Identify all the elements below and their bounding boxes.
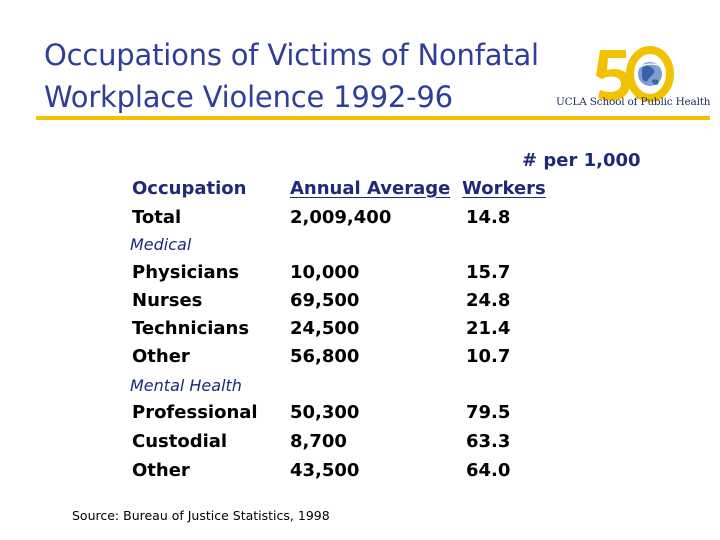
table-row-label: Technicians bbox=[132, 318, 250, 339]
group-label-mental-health: Mental Health bbox=[130, 376, 242, 395]
table-row-rate: 24.8 bbox=[466, 290, 511, 311]
table-row-rate: 21.4 bbox=[466, 318, 511, 339]
header-annual-average: Annual Average bbox=[290, 178, 451, 199]
table-row-annual: 69,500 bbox=[290, 290, 360, 311]
table-row-rate: 10.7 bbox=[466, 346, 511, 367]
group-label-medical: Medical bbox=[130, 235, 192, 254]
table-row-label: Other bbox=[132, 346, 190, 367]
table-row-annual: 8,700 bbox=[290, 431, 347, 452]
header-workers: Workers bbox=[462, 178, 546, 199]
table-row-annual: 43,500 bbox=[290, 460, 360, 481]
slide-title bbox=[44, 34, 604, 118]
table-row-rate: 63.3 bbox=[466, 431, 511, 452]
header-occupation: Occupation bbox=[132, 178, 247, 199]
table-row-annual: 24,500 bbox=[290, 318, 360, 339]
table-row-label: Custodial bbox=[132, 431, 228, 452]
table-row-rate: 64.0 bbox=[466, 460, 511, 481]
row-total-label: Total bbox=[132, 207, 182, 228]
table-row-annual: 10,000 bbox=[290, 262, 360, 283]
table-row-rate: 79.5 bbox=[466, 402, 511, 423]
table-row-label: Other bbox=[132, 460, 190, 481]
row-total-annual: 2,009,400 bbox=[290, 207, 392, 228]
row-total-rate: 14.8 bbox=[466, 207, 511, 228]
table-row-annual: 50,300 bbox=[290, 402, 360, 423]
logo-caption: UCLA School of Public Health bbox=[556, 96, 711, 108]
source-note: Source: Bureau of Justice Statistics, 1998 bbox=[72, 508, 330, 523]
table-row-label: Nurses bbox=[132, 290, 203, 311]
table-row-label: Physicians bbox=[132, 262, 240, 283]
table-row-rate: 15.7 bbox=[466, 262, 511, 283]
title-line-2: Workplace Violence 1992-96 bbox=[44, 80, 453, 114]
table-row-annual: 56,800 bbox=[290, 346, 360, 367]
title-line-1: Occupations of Victims of Nonfatal bbox=[44, 38, 539, 72]
header-rate-top: # per 1,000 bbox=[522, 150, 641, 171]
table-row-label: Professional bbox=[132, 402, 258, 423]
title-underline-rule bbox=[36, 116, 710, 120]
